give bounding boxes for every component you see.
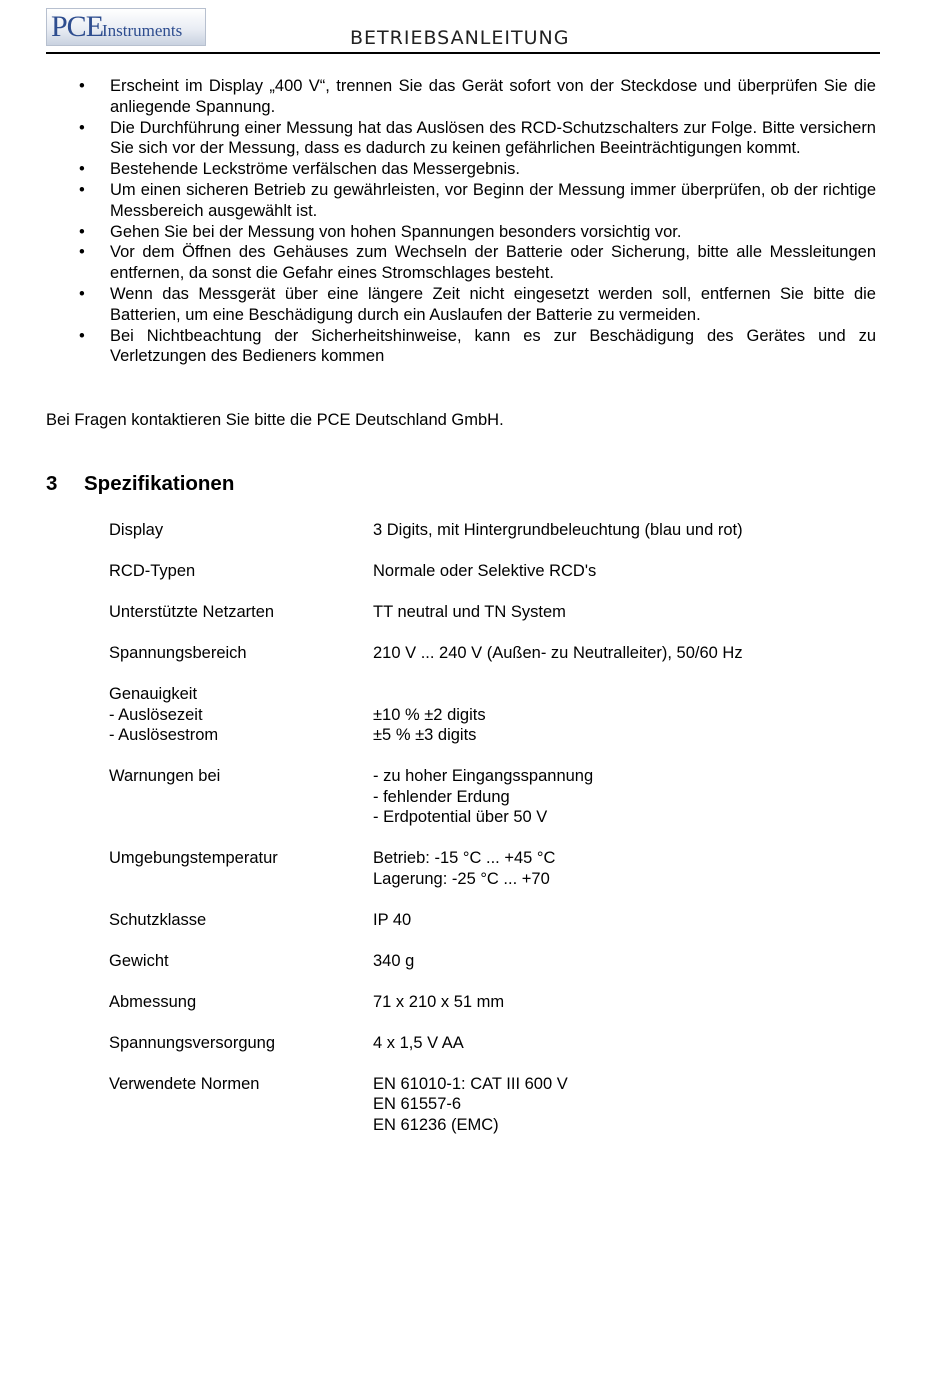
- spec-value-line: EN 61557-6: [373, 1095, 462, 1114]
- spec-row: [109, 684, 869, 746]
- spec-row: [109, 766, 869, 828]
- bullet-item: [46, 284, 876, 326]
- spec-label: [109, 766, 369, 787]
- spec-label: [109, 1033, 369, 1054]
- spec-row: [109, 1074, 869, 1136]
- spec-value-line: Betrieb: -15 °C ... +45 °C: [373, 849, 556, 868]
- spec-value-line: - zu hoher Eingangsspannung: [373, 767, 594, 786]
- bullet-text: Erscheint im Display „400 V“, trennen Sie das Gerät sofort von der Steckdose und überprüfen Sie die anliegende Spannung.: [110, 77, 876, 116]
- spec-row: [109, 1033, 869, 1054]
- specification-list: [109, 520, 869, 1156]
- spec-row: [109, 910, 869, 931]
- spec-label: [109, 1074, 369, 1095]
- bullet-item: [46, 76, 876, 118]
- spec-value-line: 3 Digits, mit Hintergrundbeleuchtung (blau und rot): [373, 521, 743, 539]
- spec-label-line: Umgebungstemperatur: [109, 849, 278, 868]
- spec-value: [373, 766, 869, 828]
- spec-label-line: - Auslösestrom: [109, 726, 219, 745]
- document-title: BETRIEBSANLEITUNG: [350, 27, 570, 49]
- bullet-dot: •: [79, 326, 85, 345]
- spec-label-line: Spannungsversorgung: [109, 1033, 276, 1052]
- bullet-dot: •: [79, 284, 85, 303]
- logo-main-text: PCE: [51, 10, 104, 43]
- bullet-dot: •: [79, 222, 85, 241]
- bullet-dot: •: [79, 180, 85, 199]
- spec-label: [109, 684, 369, 746]
- bullet-item: [46, 222, 876, 243]
- bullet-text: Wenn das Messgerät über eine längere Zeit nicht eingesetzt werden soll, entfernen Sie bitte die Batterien, um eine Beschädigung durch ein Auslaufen der Batterie zu vermeiden.: [110, 284, 876, 324]
- spec-value-line: 71 x 210 x 51 mm: [373, 992, 505, 1011]
- spec-value: [373, 951, 869, 972]
- spec-row: [109, 520, 869, 541]
- spec-row: [109, 951, 869, 972]
- spec-value: [373, 910, 869, 931]
- bullet-item: [46, 242, 876, 284]
- spec-value: [373, 992, 869, 1013]
- spec-value: [373, 602, 869, 623]
- spec-value-line: - Erdpotential über 50 V: [373, 808, 548, 827]
- bullet-item: [46, 159, 876, 180]
- spec-row: [109, 848, 869, 889]
- bullet-item: [46, 180, 876, 222]
- bullet-dot: •: [79, 243, 85, 262]
- bullet-item: [46, 118, 876, 160]
- spec-value: [373, 643, 869, 664]
- bullet-text: Die Durchführung einer Messung hat das Auslösen des RCD-Schutzschalters zur Folge. Bitte versichern Sie sich vor der Messung, dass es dadurch zu keinen gefährlichen Beeinträchtigungen kommt.: [110, 118, 876, 158]
- logo-sub-text: Instruments: [102, 21, 183, 40]
- spec-value-line: - fehlender Erdung: [373, 787, 510, 806]
- spec-label-line: Schutzklasse: [109, 910, 207, 929]
- spec-value-line: ±10 % ±2 digits: [373, 705, 486, 724]
- spec-value: [373, 684, 869, 746]
- bullet-text: Bestehende Leckströme verfälschen das Messergebnis.: [110, 160, 520, 179]
- spec-value-line: [373, 684, 869, 705]
- spec-label: [109, 602, 369, 623]
- spec-label-line: RCD-Typen: [109, 561, 196, 580]
- spec-label-line: Spannungsbereich: [109, 643, 247, 662]
- spec-label-line: - Auslösezeit: [109, 705, 203, 724]
- spec-value-line: Lagerung: -25 °C ... +70: [373, 869, 550, 888]
- spec-label-line: Verwendete Normen: [109, 1074, 260, 1093]
- bullet-text: Bei Nichtbeachtung der Sicherheitshinweise, kann es zur Beschädigung des Gerätes und zu Verletzungen des Bedieners kommen: [110, 326, 876, 366]
- spec-label: [109, 992, 369, 1013]
- section-title: Spezifikationen: [84, 472, 235, 495]
- spec-row: [109, 643, 869, 664]
- spec-value-line: IP 40: [373, 910, 412, 929]
- spec-value: [373, 1074, 869, 1136]
- spec-label: [109, 910, 369, 931]
- spec-row: [109, 561, 869, 582]
- header-divider: [46, 52, 880, 54]
- section-number: 3: [46, 472, 58, 495]
- spec-label: [109, 520, 369, 541]
- bullet-text: Um einen sicheren Betrieb zu gewährleisten, vor Beginn der Messung immer überprüfen, ob der richtige Messbereich ausgewählt ist.: [110, 180, 876, 220]
- spec-value-line: 340 g: [373, 951, 415, 970]
- spec-value: [373, 520, 869, 541]
- bullet-dot: •: [79, 160, 85, 179]
- spec-label: [109, 643, 369, 664]
- spec-label: [109, 848, 369, 869]
- contact-note: Bei Fragen kontaktieren Sie bitte die PCE Deutschland GmbH.: [46, 411, 504, 429]
- bullet-text: Vor dem Öffnen des Gehäuses zum Wechseln der Batterie oder Sicherung, bitte alle Messleitungen entfernen, da sonst die Gefahr eines Stromschlages besteht.: [110, 243, 876, 283]
- spec-label-line: Unterstützte Netzarten: [109, 602, 275, 621]
- safety-bullet-list: [46, 76, 876, 367]
- bullet-text: Gehen Sie bei der Messung von hohen Spannungen besonders vorsichtig vor.: [110, 222, 682, 241]
- spec-value: [373, 848, 869, 889]
- spec-label-line: Gewicht: [109, 951, 169, 970]
- spec-value-line: 210 V ... 240 V (Außen- zu Neutralleiter), 50/60 Hz: [373, 643, 743, 662]
- spec-label-line: Warnungen bei: [109, 767, 221, 786]
- bullet-dot: •: [79, 77, 85, 95]
- spec-label-line: Display: [109, 521, 164, 539]
- spec-value: [373, 1033, 869, 1054]
- spec-value-line: Normale oder Selektive RCD's: [373, 561, 597, 580]
- spec-row: [109, 992, 869, 1013]
- spec-label-line: Genauigkeit: [109, 684, 198, 703]
- spec-value-line: 4 x 1,5 V AA: [373, 1033, 464, 1052]
- spec-label-line: Abmessung: [109, 992, 197, 1011]
- spec-value-line: EN 61236 (EMC): [373, 1115, 499, 1134]
- spec-value-line: EN 61010-1: CAT III 600 V: [373, 1074, 568, 1093]
- page-header: [46, 8, 880, 54]
- section-heading: [46, 471, 234, 497]
- bullet-dot: •: [79, 118, 85, 137]
- spec-value: [373, 561, 869, 582]
- spec-value-line: TT neutral und TN System: [373, 602, 566, 621]
- spec-label: [109, 951, 369, 972]
- spec-value-line: ±5 % ±3 digits: [373, 726, 477, 745]
- spec-label: [109, 561, 369, 582]
- spec-row: [109, 602, 869, 623]
- pce-instruments-logo: [46, 8, 206, 46]
- bullet-item: [46, 326, 876, 368]
